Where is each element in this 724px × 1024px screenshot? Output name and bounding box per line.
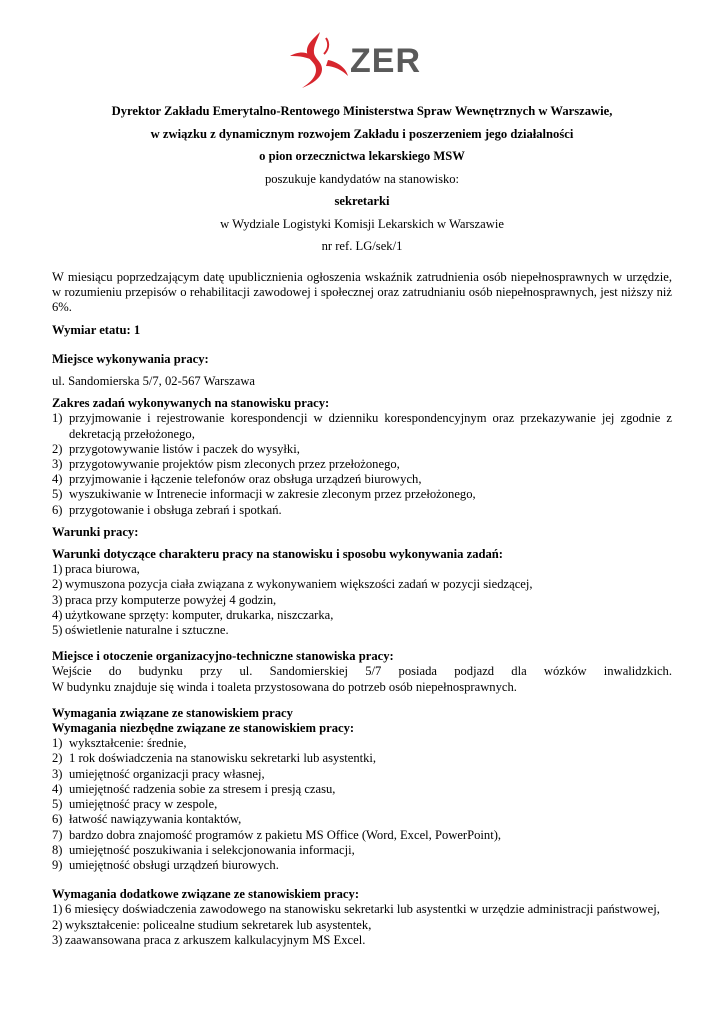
additional-item: 1) 6 miesięcy doświadczenia zawodowego na stanowisku sekretarki lub asystentki w urzędzie administracji państwowej, [52, 902, 660, 917]
zer-logo [282, 30, 442, 90]
header-line-4: poszukuje kandydatów na stanowisko: [264, 171, 460, 186]
duty-item: 3) przygotowywanie projektów pism zleconych przez przełożonego, [52, 457, 400, 472]
required-item: 7) bardzo dobra znajomość programów z pakietu MS Office (Word, Excel, PowerPoint), [52, 827, 502, 842]
duty-item: 6) przygotowanie i obsługa zebrań i spotkań. [52, 502, 282, 517]
required-item: 5) umiejętność pracy w zespole, [52, 797, 218, 812]
duties-list [52, 411, 672, 517]
additional-item: 3) zaawansowana praca z arkuszem kalkulacyjnym MS Excel. [52, 932, 366, 947]
conditions-subheading: Warunki dotyczące charakteru pracy na stanowisku i sposobu wykonywania zadań: [52, 547, 503, 562]
header-line-1: Dyrektor Zakładu Emerytalno-Rentowego Ministerstwa Spraw Wewnętrznych w Warszawie, [111, 104, 613, 118]
required-item: 1) wykształcenie: średnie, [52, 736, 187, 751]
required-item: 6) łatwość nawiązywania kontaktów, [52, 812, 242, 827]
required-item: 9) umiejętność obsługi urządzeń biurowych. [52, 857, 279, 872]
condition-item: 2) wymuszona pozycja ciała związana z wykonywaniem większości zadań w pozycji siedzącej, [52, 577, 533, 592]
reference-number: nr ref. LG/sek/1 [321, 239, 403, 253]
required-heading: Wymagania niezbędne związane ze stanowiskiem pracy: [52, 721, 355, 736]
position-title: sekretarki [334, 194, 390, 208]
condition-item: 4) użytkowane sprzęty: komputer, drukarka, niszczarka, [52, 607, 334, 622]
requirements-heading: Wymagania związane ze stanowiskiem pracy [52, 705, 293, 720]
required-item: 8) umiejętność poszukiwania i selekcjonowania informacji, [52, 842, 355, 857]
location-address: ul. Sandomierska 5/7, 02-567 Warszawa [52, 374, 256, 389]
environment-heading: Miejsce i otoczenie organizacyjno-techniczne stanowiska pracy: [52, 649, 394, 664]
header-line-3: o pion orzecznictwa lekarskiego MSW [259, 149, 465, 163]
additional-list [52, 902, 672, 948]
required-list [52, 736, 672, 873]
condition-item: 5) oświetlenie naturalne i sztuczne. [52, 623, 229, 638]
duties-heading: Zakres zadań wykonywanych na stanowisku pracy: [52, 396, 330, 411]
duty-item: 4) przyjmowanie i łączenie telefonów oraz obsługa urządzeń biurowych, [52, 472, 422, 487]
duty-item: 5) wyszukiwanie w Intrenecie informacji w zakresie zleconym przez przełożonego, [52, 487, 476, 502]
duty-item: 2) przygotowywanie listów i paczek do wysyłki, [52, 441, 300, 456]
duty-item: 1) przyjmowanie i rejestrowanie korespondencji w dzienniku korespondencyjnym oraz przekazywanie jej zgodnie z dekretacją przełożonego, [52, 411, 672, 441]
additional-heading: Wymagania dodatkowe związane ze stanowiskiem pracy: [52, 887, 360, 902]
required-item: 2) 1 rok doświadczenia na stanowisku sekretarki lub asystentki, [52, 751, 377, 766]
etat-line: Wymiar etatu: 1 [52, 322, 141, 337]
conditions-list [52, 562, 672, 638]
required-item: 3) umiejętność organizacji pracy własnej, [52, 766, 265, 781]
intro-paragraph: W miesiącu poprzedzającym datę upublicznienia ogłoszenia wskaźnik zatrudnienia osób niepełnosprawnych w urzędzie, w rozumieniu przepisów o rehabilitacji zawodowej i społecznej oraz zatrudnianiu osób niepełnosprawnych, jest niższy niż 6%. [52, 270, 672, 315]
announcement-body [52, 270, 672, 948]
announcement-header [52, 100, 672, 258]
environment-line-1: Wejście do budynku przy ul. Sandomierskiej 5/7 posiada podjazd dla wózków inwalidzkich. [52, 664, 672, 679]
environment-line-2: W budynku znajduje się winda i toaleta przystosowana do potrzeb osób niepełnosprawnych. [52, 679, 517, 694]
condition-item: 3) praca przy komputerze powyżej 4 godzin, [52, 592, 277, 607]
additional-item: 2) wykształcenie: policealne studium sekretarek lub asystentek, [52, 917, 372, 932]
location-heading: Miejsce wykonywania pracy: [52, 351, 209, 366]
department-line: w Wydziale Logistyki Komisji Lekarskich w Warszawie [220, 216, 504, 231]
logo-text: ZER [350, 42, 421, 80]
condition-item: 1) praca biurowa, [52, 562, 140, 577]
conditions-heading: Warunki pracy: [52, 524, 139, 539]
required-item: 4) umiejętność radzenia sobie za stresem i presją czasu, [52, 781, 336, 796]
header-line-2: w związku z dynamicznym rozwojem Zakładu i poszerzeniem jego działalności [150, 126, 574, 141]
zer-emblem-icon [282, 30, 352, 90]
